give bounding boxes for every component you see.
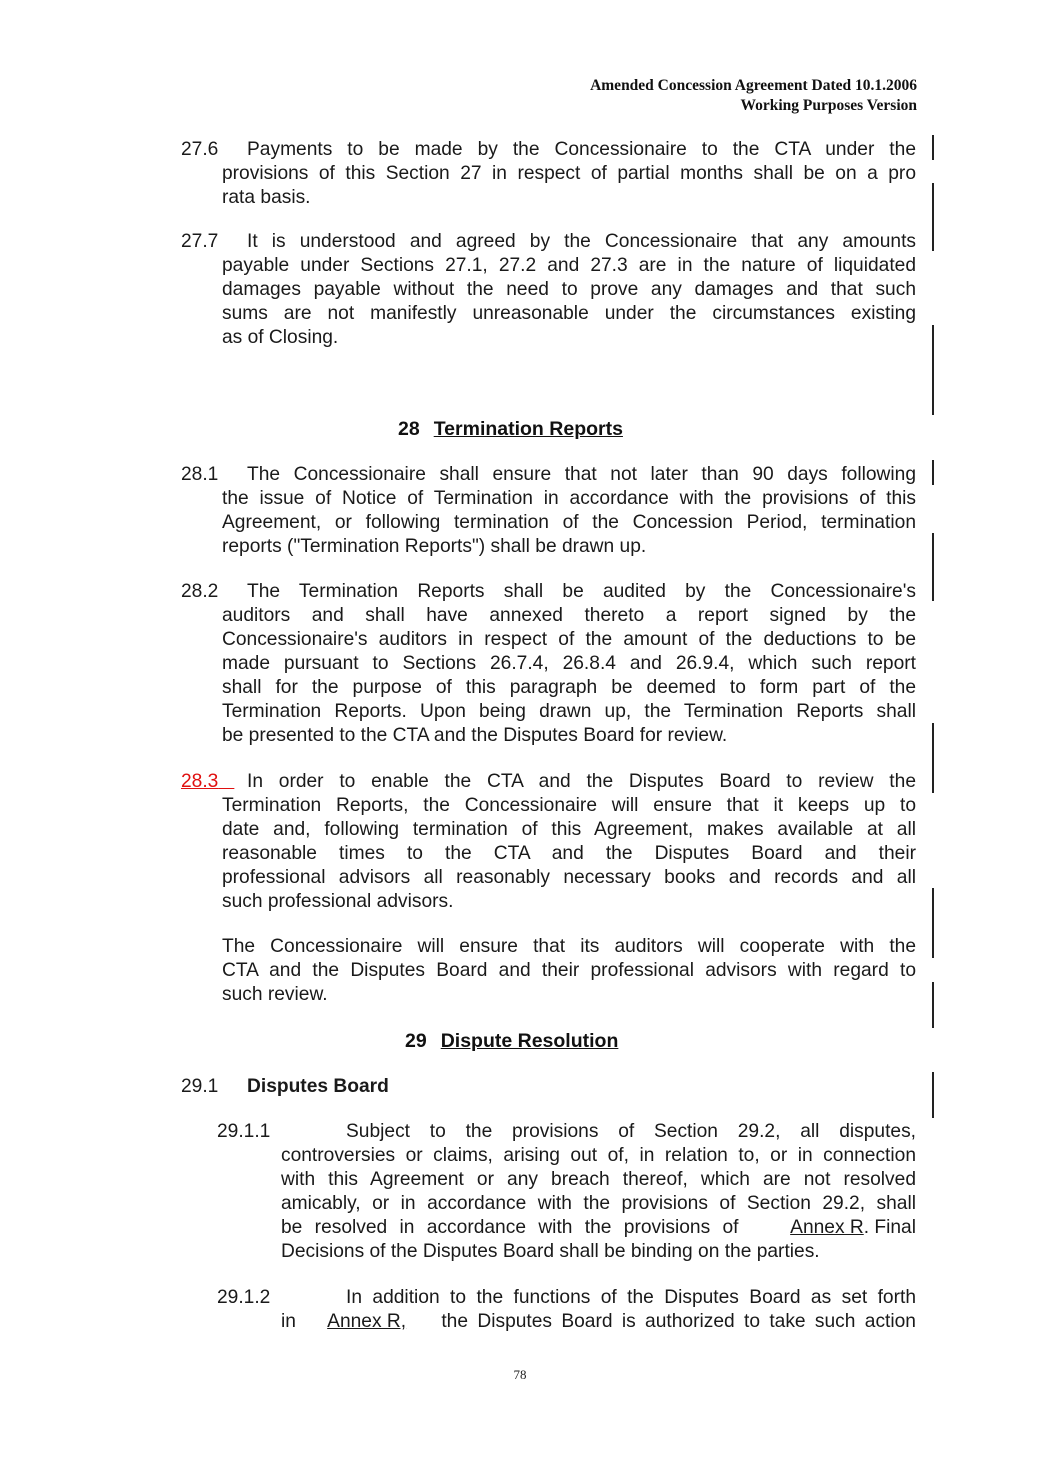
change-bar bbox=[932, 1072, 934, 1118]
clause-29-1-1-line: controversies or claims, arising out of, in relation to, or in connection bbox=[281, 1145, 916, 1166]
clause-29-1-title: Disputes Board bbox=[247, 1076, 389, 1097]
section-title: Termination Reports bbox=[433, 418, 623, 440]
clause-number-27-7: 27.7 bbox=[181, 231, 219, 252]
change-bar bbox=[932, 533, 934, 601]
clause-number-29-1: 29.1 bbox=[181, 1076, 219, 1097]
clause-27-6-line: Payments to be made by the Concessionaire to the CTA under the bbox=[247, 139, 916, 160]
clause-number-28-3: 28.3 bbox=[181, 771, 219, 792]
clause-28-1-line: The Concessionaire shall ensure that not later than 90 days following bbox=[247, 464, 916, 485]
clause-number-29-1-2: 29.1.2 bbox=[217, 1287, 271, 1308]
change-bar bbox=[932, 723, 934, 793]
clause-27-6-line: provisions of this Section 27 in respect of partial months shall be on a pro bbox=[222, 163, 916, 184]
line-text bbox=[281, 1216, 790, 1240]
clause-29-1-1-line: Decisions of the Disputes Board shall be binding on the parties. bbox=[281, 1241, 820, 1262]
clause-27-7-line: sums are not manifestly unreasonable under the circumstances existing bbox=[222, 303, 916, 324]
section-title: Dispute Resolution bbox=[440, 1030, 619, 1052]
change-bar bbox=[932, 888, 934, 958]
change-bar bbox=[932, 135, 934, 160]
clause-29-1-1-line: Subject to the provisions of Section 29.2, all disputes, bbox=[346, 1121, 916, 1142]
clause-27-6-line: rata basis. bbox=[222, 187, 311, 208]
running-header bbox=[590, 76, 917, 116]
clause-28-1-line: the issue of Notice of Termination in accordance with the provisions of this bbox=[222, 488, 916, 509]
clause-28-2-line: Termination Reports. Upon being drawn up, the Termination Reports shall bbox=[222, 701, 916, 722]
clause-number-28-1: 28.1 bbox=[181, 464, 219, 485]
change-bar bbox=[932, 325, 934, 415]
clause-28-2-line: The Termination Reports shall be audited by the Concessionaire's bbox=[247, 581, 916, 602]
clause-28-3-line: date and, following termination of this Agreement, makes available at all bbox=[222, 819, 916, 840]
clause-29-1-2-line: In addition to the functions of the Disputes Board as set forth bbox=[346, 1287, 916, 1308]
line-text-post: . Final bbox=[863, 1217, 916, 1238]
clause-27-7-line: payable under Sections 27.1, 27.2 and 27.3 are in the nature of liquidated bbox=[222, 255, 916, 276]
line-text-post: the Disputes Board is authorized to take such action bbox=[432, 1311, 916, 1332]
clause-27-7-line: It is understood and agreed by the Concessionaire that any amounts bbox=[247, 231, 916, 252]
change-bar bbox=[932, 183, 934, 251]
clause-28-2-line: made pursuant to Sections 26.7.4, 26.8.4 and 26.9.4, which such report bbox=[222, 653, 916, 674]
clause-28-3-line: reasonable times to the CTA and the Disputes Board and their bbox=[222, 843, 916, 864]
clause-27-7-line: damages payable without the need to prove any damages and that such bbox=[222, 279, 916, 300]
section-number: 28 bbox=[398, 418, 420, 440]
clause-28-1-line: reports ("Termination Reports") shall be drawn up. bbox=[222, 536, 647, 557]
page-number: 78 bbox=[513, 1367, 527, 1382]
clause-28-3-para2-line: The Concessionaire will ensure that its auditors will cooperate with the bbox=[222, 936, 916, 957]
clause-number-27-6: 27.6 bbox=[181, 139, 219, 160]
clause-29-1-1-line: amicably, or in accordance with the provisions of Section 29.2, shall bbox=[281, 1193, 916, 1214]
header-title: Amended Concession Agreement Dated 10.1.2006 bbox=[590, 77, 917, 94]
change-bar bbox=[932, 982, 934, 1028]
clause-29-1-1-line: with this Agreement or any breach thereof, which are not resolved bbox=[281, 1169, 916, 1190]
clause-28-1-line: Agreement, or following termination of the Concession Period, termination bbox=[222, 512, 916, 533]
clause-28-3-para2-line: CTA and the Disputes Board and their professional advisors with regard to bbox=[222, 960, 916, 981]
section-heading-28 bbox=[398, 417, 623, 441]
line-text-pre: in bbox=[281, 1311, 302, 1332]
clause-28-3-line: In order to enable the CTA and the Disputes Board to review the bbox=[247, 771, 916, 792]
change-bar bbox=[932, 460, 934, 485]
revision-marker-28-3 bbox=[181, 770, 247, 794]
clause-29-1-1-line bbox=[281, 1216, 916, 1240]
section-number: 29 bbox=[405, 1030, 427, 1052]
header-version: Working Purposes Version bbox=[740, 97, 917, 114]
section-heading-29 bbox=[405, 1029, 618, 1053]
annex-r-link[interactable]: Annex R, bbox=[327, 1311, 407, 1332]
clause-28-3-line: professional advisors all reasonably necessary books and records and all bbox=[222, 867, 916, 888]
clause-number-29-1-1: 29.1.1 bbox=[217, 1121, 271, 1142]
clause-28-2-line: Concessionaire's auditors in respect of the amount of the deductions to be bbox=[222, 629, 916, 650]
clause-29-1-2-line bbox=[281, 1310, 916, 1334]
clause-28-3-line: Termination Reports, the Concessionaire will ensure that it keeps up to bbox=[222, 795, 916, 816]
clause-28-3-para2-line: such review. bbox=[222, 984, 328, 1005]
clause-28-2-line: auditors and shall have annexed thereto a report signed by the bbox=[222, 605, 916, 626]
clause-number-28-2: 28.2 bbox=[181, 581, 219, 602]
clause-28-2-line: be presented to the CTA and the Disputes Board for review. bbox=[222, 725, 728, 746]
clause-28-2-line: shall for the purpose of this paragraph be deemed to form part of the bbox=[222, 677, 916, 698]
clause-27-7-line: as of Closing. bbox=[222, 327, 339, 348]
clause-28-3-line: such professional advisors. bbox=[222, 891, 454, 912]
annex-r-link[interactable]: Annex R bbox=[790, 1217, 864, 1238]
line-text-pre: be resolved in accordance with the provisions of bbox=[281, 1217, 751, 1238]
